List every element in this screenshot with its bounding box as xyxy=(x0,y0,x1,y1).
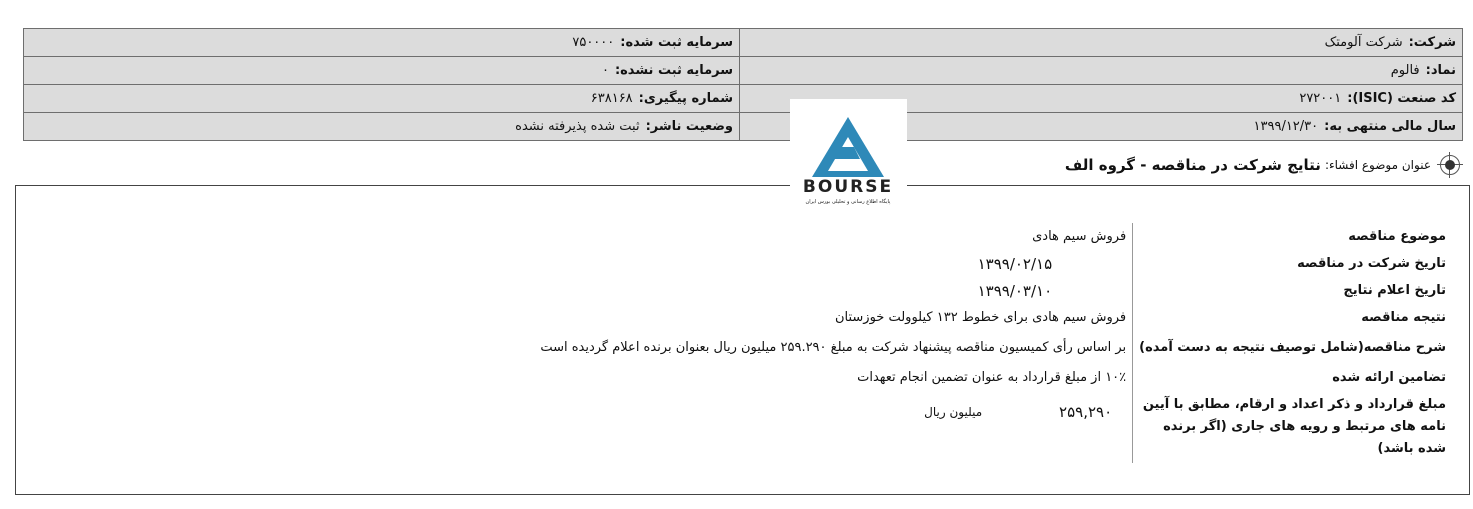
registered-capital-cell xyxy=(24,29,740,57)
target-icon xyxy=(1437,152,1463,178)
disclosure-subject xyxy=(1065,152,1463,178)
registered-capital-value: ۷۵۰۰۰۰ xyxy=(572,35,615,50)
symbol-label: نماد: xyxy=(1425,63,1456,78)
description-label: شرح مناقصه(شامل توصیف نتیجه به دست آمده) xyxy=(1133,331,1452,364)
subject-value: فروش سیم هادی xyxy=(1032,229,1127,244)
unregistered-capital-value: ۰ xyxy=(601,63,609,78)
subject-label: موضوع مناقصه xyxy=(1133,223,1452,250)
fiscal-year-value: ۱۳۹۹/۱۲/۳۰ xyxy=(1253,119,1319,134)
symbol-value: فالوم xyxy=(1390,63,1420,78)
detail-row xyxy=(534,391,1452,463)
info-row xyxy=(24,57,1463,85)
company-info-table xyxy=(23,28,1463,141)
bourse-logo xyxy=(790,99,907,207)
announce-date-value: ۱۳۹۹/۰۳/۱۰ xyxy=(977,281,1053,300)
tracking-number-value: ۶۳۸۱۶۸ xyxy=(590,91,633,106)
detail-row xyxy=(534,364,1452,391)
tracking-number-label: شماره پیگیری: xyxy=(638,91,733,106)
amount-value: ۲۵۹,۲۹۰ xyxy=(1059,403,1113,421)
description-value: بر اساس رأی کمیسیون مناقصه پیشنهاد شرکت به مبلغ ۲۵۹.۲۹۰ میلیون ریال بعنوان برنده اعلام گردیده است xyxy=(540,340,1127,355)
amount-label: مبلغ قرارداد و ذکر اعداد و ارقام، مطابق با آیین نامه های مرتبط و رویه های جاری (اگر برنده شده باشد) xyxy=(1133,391,1452,463)
registered-capital-label: سرمایه ثبت شده: xyxy=(620,35,733,50)
result-value: فروش سیم هادی برای خطوط ۱۳۲ کیلوولت خوزستان xyxy=(834,310,1127,325)
isic-value: ۲۷۲۰۰۱ xyxy=(1299,91,1342,106)
detail-row xyxy=(534,277,1452,304)
detail-row xyxy=(534,223,1452,250)
unregistered-capital-label: سرمایه ثبت نشده: xyxy=(614,63,733,78)
amount-cell xyxy=(534,391,1132,463)
isic-label: کد صنعت (ISIC): xyxy=(1347,91,1456,106)
logo-subtext: پایگاه اطلاع رسانی و تحلیلی بورس ایران xyxy=(805,199,891,205)
detail-row xyxy=(534,304,1452,331)
result-label: نتیجه مناقصه xyxy=(1133,304,1452,331)
tracking-number-cell xyxy=(24,85,740,113)
participation-date-value: ۱۳۹۹/۰۲/۱۵ xyxy=(977,254,1053,273)
detail-row xyxy=(534,250,1452,277)
symbol-cell xyxy=(740,57,1463,85)
unregistered-capital-cell xyxy=(24,57,740,85)
guarantee-value: ۱۰٪ از مبلغ قرارداد به عنوان تضمین انجام تعهدات xyxy=(857,370,1127,385)
company-cell xyxy=(740,29,1463,57)
info-row xyxy=(24,113,1463,141)
amount-unit: میلیون ریال xyxy=(924,405,983,419)
bourse-logo-mark xyxy=(790,99,907,207)
disclosure-subject-prefix: عنوان موضوع افشاء: xyxy=(1324,158,1431,172)
disclosure-subject-title: نتایج شرکت در مناقصه - گروه الف xyxy=(1064,156,1321,174)
company-value: شرکت آلومتک xyxy=(1324,35,1403,50)
fiscal-year-label: سال مالی منتهی به: xyxy=(1324,119,1456,134)
participation-date-label: تاریخ شرکت در مناقصه xyxy=(1133,250,1452,277)
guarantee-label: تضامین ارائه شده xyxy=(1133,364,1452,391)
tender-details-box xyxy=(15,185,1470,495)
company-label: شرکت: xyxy=(1408,35,1456,50)
logo-text: BOURSE xyxy=(802,177,894,197)
tender-details-table xyxy=(534,223,1452,463)
info-row xyxy=(24,85,1463,113)
detail-row xyxy=(534,331,1452,364)
publisher-status-label: وضعیت ناشر: xyxy=(645,119,733,134)
publisher-status-value: ثبت شده پذیرفته نشده xyxy=(515,119,640,134)
announce-date-label: تاریخ اعلام نتایج xyxy=(1133,277,1452,304)
publisher-status-cell xyxy=(24,113,740,141)
info-row xyxy=(24,29,1463,57)
